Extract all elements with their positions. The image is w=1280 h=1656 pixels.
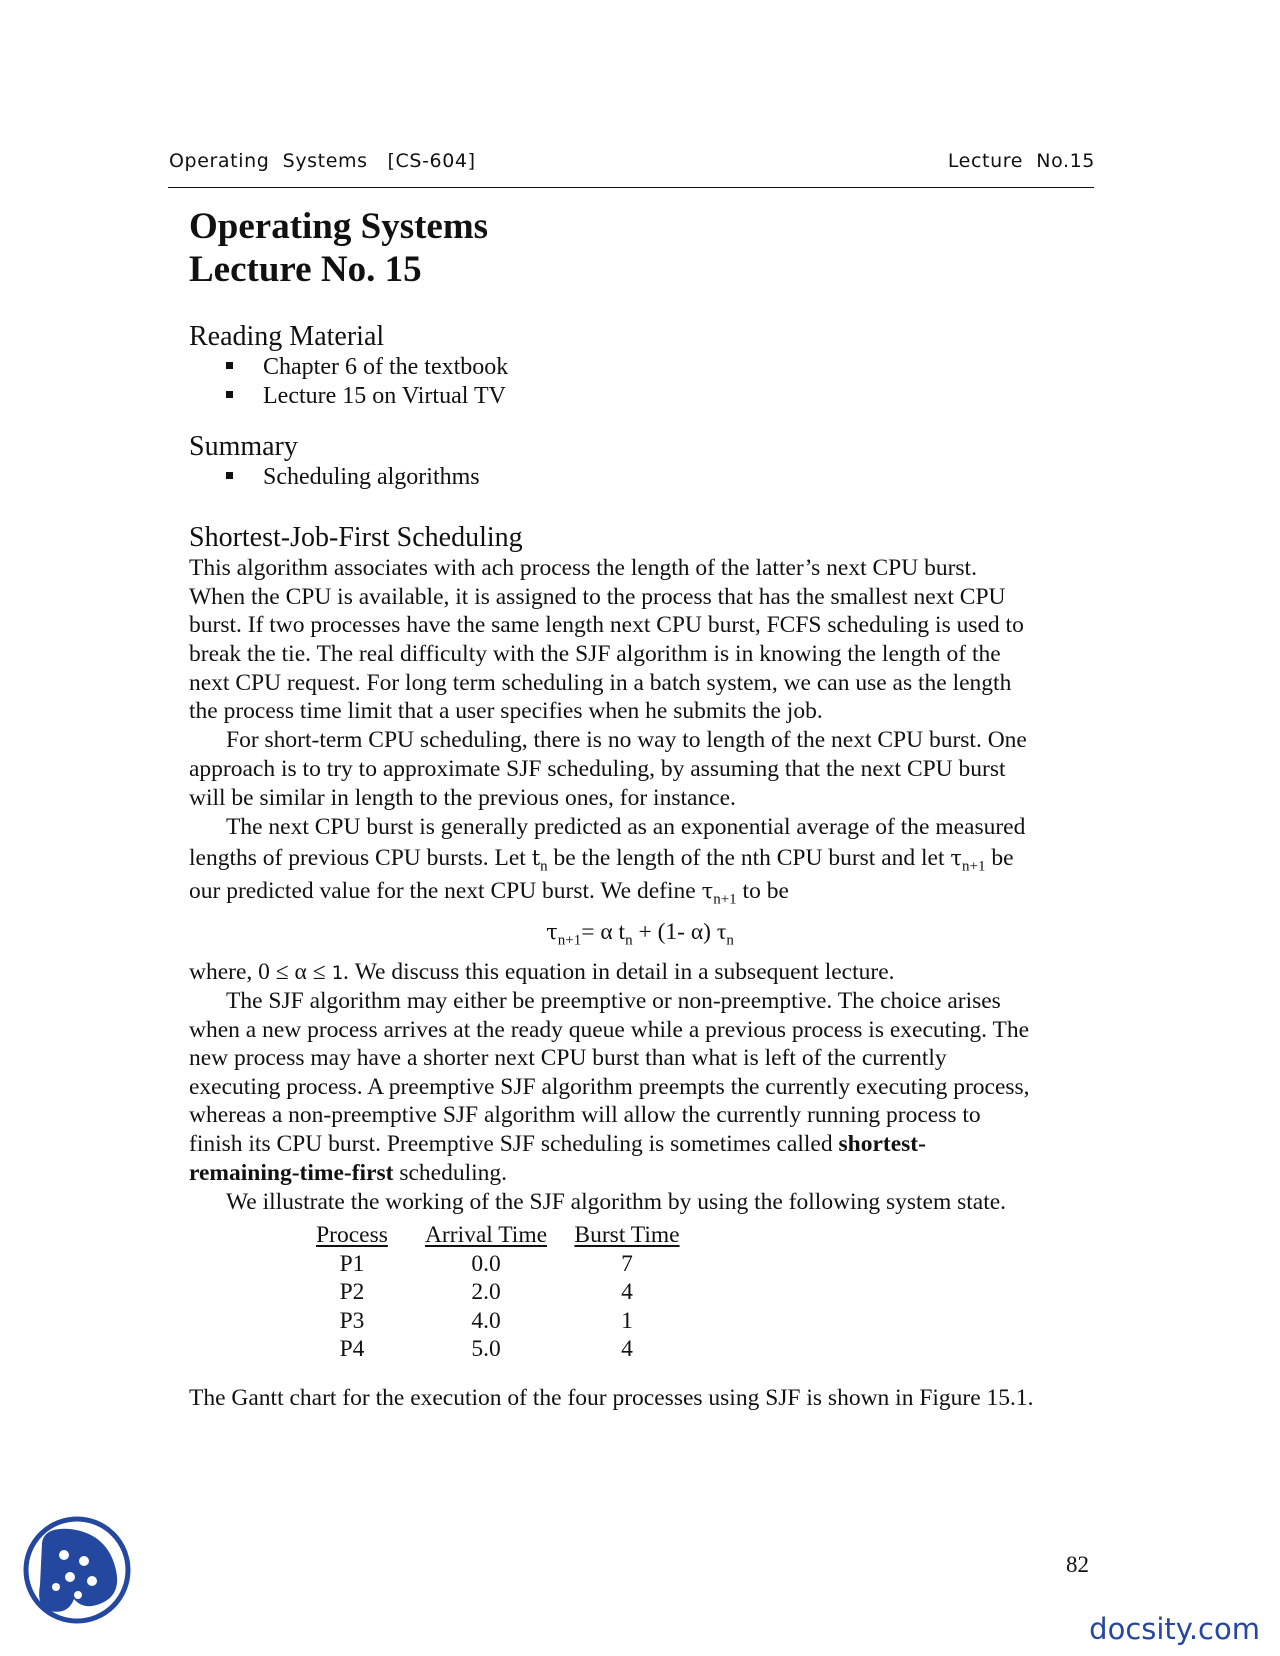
paragraph-line: remaining-time-first scheduling.	[189, 1160, 508, 1186]
paragraph-line: The SJF algorithm may either be preemptive or non-preemptive. The choice arises	[226, 988, 1001, 1014]
reading-material-heading: Reading Material	[189, 321, 385, 352]
paragraph-line: This algorithm associates with ach process the length of the latter’s next CPU burst.	[189, 555, 977, 581]
running-header-course: Operating Systems [CS-604]	[169, 150, 476, 172]
paragraph-line: approach is to try to approximate SJF scheduling, by assuming that the next CPU burst	[189, 756, 1006, 782]
cell-arrival: 5.0	[471, 1336, 501, 1362]
header-burst-time: Burst Time	[574, 1222, 680, 1248]
paragraph-line: the process time limit that a user specifies when he submits the job.	[189, 698, 823, 724]
where-line: where, 0 ≤ α ≤ 1. We discuss this equation in detail in a subsequent lecture.	[189, 959, 895, 985]
paragraph-line: next CPU request. For long term scheduling in a batch system, we can use as the length	[189, 670, 1012, 696]
bullet-icon	[226, 391, 233, 398]
header-rule	[168, 187, 1094, 188]
header-arrival-time: Arrival Time	[424, 1222, 548, 1248]
cell-burst: 4	[621, 1279, 633, 1305]
paragraph-line-with-math: lengths of previous CPU bursts. Let $t_n$ be the length of the nth CPU burst and let $\tau_{n+1}$ be	[189, 845, 1014, 875]
paragraph-line: whereas a non-preemptive SJF algorithm will allow the currently running process to	[189, 1102, 981, 1128]
cell-process: P4	[339, 1336, 365, 1362]
exponential-average-formula: $\tau_{n+1}= \alpha$ $t_n + (1-$ α) $\tau_n$	[546, 919, 734, 949]
cell-burst: 4	[621, 1336, 633, 1362]
cell-arrival: 2.0	[471, 1279, 501, 1305]
paragraph-line: finish its CPU burst. Preemptive SJF scheduling is sometimes called shortest-	[189, 1131, 926, 1157]
cell-arrival: 4.0	[471, 1307, 501, 1334]
header-process: Process	[316, 1222, 388, 1248]
paragraph-line: executing process. A preemptive SJF algorithm preempts the currently executing process,	[189, 1074, 1030, 1100]
summary-item: Scheduling algorithms	[226, 465, 480, 489]
reading-item: Lecture 15 on Virtual TV	[226, 384, 506, 408]
reading-item: Chapter 6 of the textbook	[226, 355, 508, 379]
paragraph-line: When the CPU is available, it is assigned to the process that has the smallest next CPU	[189, 584, 1006, 610]
paragraph-line: when a new process arrives at the ready queue while a previous process is executing. The	[189, 1017, 1030, 1043]
cell-process: P1	[339, 1250, 365, 1277]
bullet-icon	[226, 472, 233, 479]
paragraph-line: break the tie. The real difficulty with the SJF algorithm is in knowing the length of the	[189, 641, 1001, 667]
closing-paragraph: The Gantt chart for the execution of the four processes using SJF is shown in Figure 15.1.	[189, 1385, 1034, 1411]
running-header-lecture: Lecture No.15	[947, 150, 1095, 172]
cell-process: P2	[339, 1279, 365, 1305]
page-number: 82	[1066, 1552, 1089, 1577]
paragraph-line: The next CPU burst is generally predicted as an exponential average of the measured	[226, 814, 1026, 840]
docsity-logo-icon	[22, 1515, 132, 1625]
paragraph-line: new process may have a shorter next CPU burst than what is left of the currently	[189, 1045, 947, 1071]
summary-heading: Summary	[189, 431, 298, 462]
paragraph-line: burst. If two processes have the same length next CPU burst, FCFS scheduling is used to	[189, 612, 1024, 638]
paragraph-line: will be similar in length to the previous ones, for instance.	[189, 785, 736, 811]
term-bold: remaining-time-first	[189, 1160, 394, 1186]
page-title: Operating Systems	[189, 206, 489, 247]
term-bold: shortest-	[838, 1131, 926, 1157]
page-subtitle: Lecture No. 15	[189, 249, 422, 290]
docsity-brand-link[interactable]: docsity.com	[1089, 1612, 1260, 1646]
bullet-icon	[226, 362, 233, 369]
paragraph-line-with-math: our predicted value for the next CPU burst. We define $\tau_{n+1}$ to be	[189, 878, 789, 908]
sjf-heading: Shortest-Job-First Scheduling	[189, 522, 523, 553]
cell-burst: 1	[621, 1307, 633, 1334]
cell-process: P3	[339, 1307, 365, 1334]
paragraph-line: We illustrate the working of the SJF algorithm by using the following system state.	[226, 1189, 1007, 1215]
cell-arrival: 0.0	[471, 1250, 501, 1277]
cell-burst: 7	[621, 1250, 633, 1277]
paragraph-line: For short-term CPU scheduling, there is no way to length of the next CPU burst. One	[226, 727, 1027, 753]
